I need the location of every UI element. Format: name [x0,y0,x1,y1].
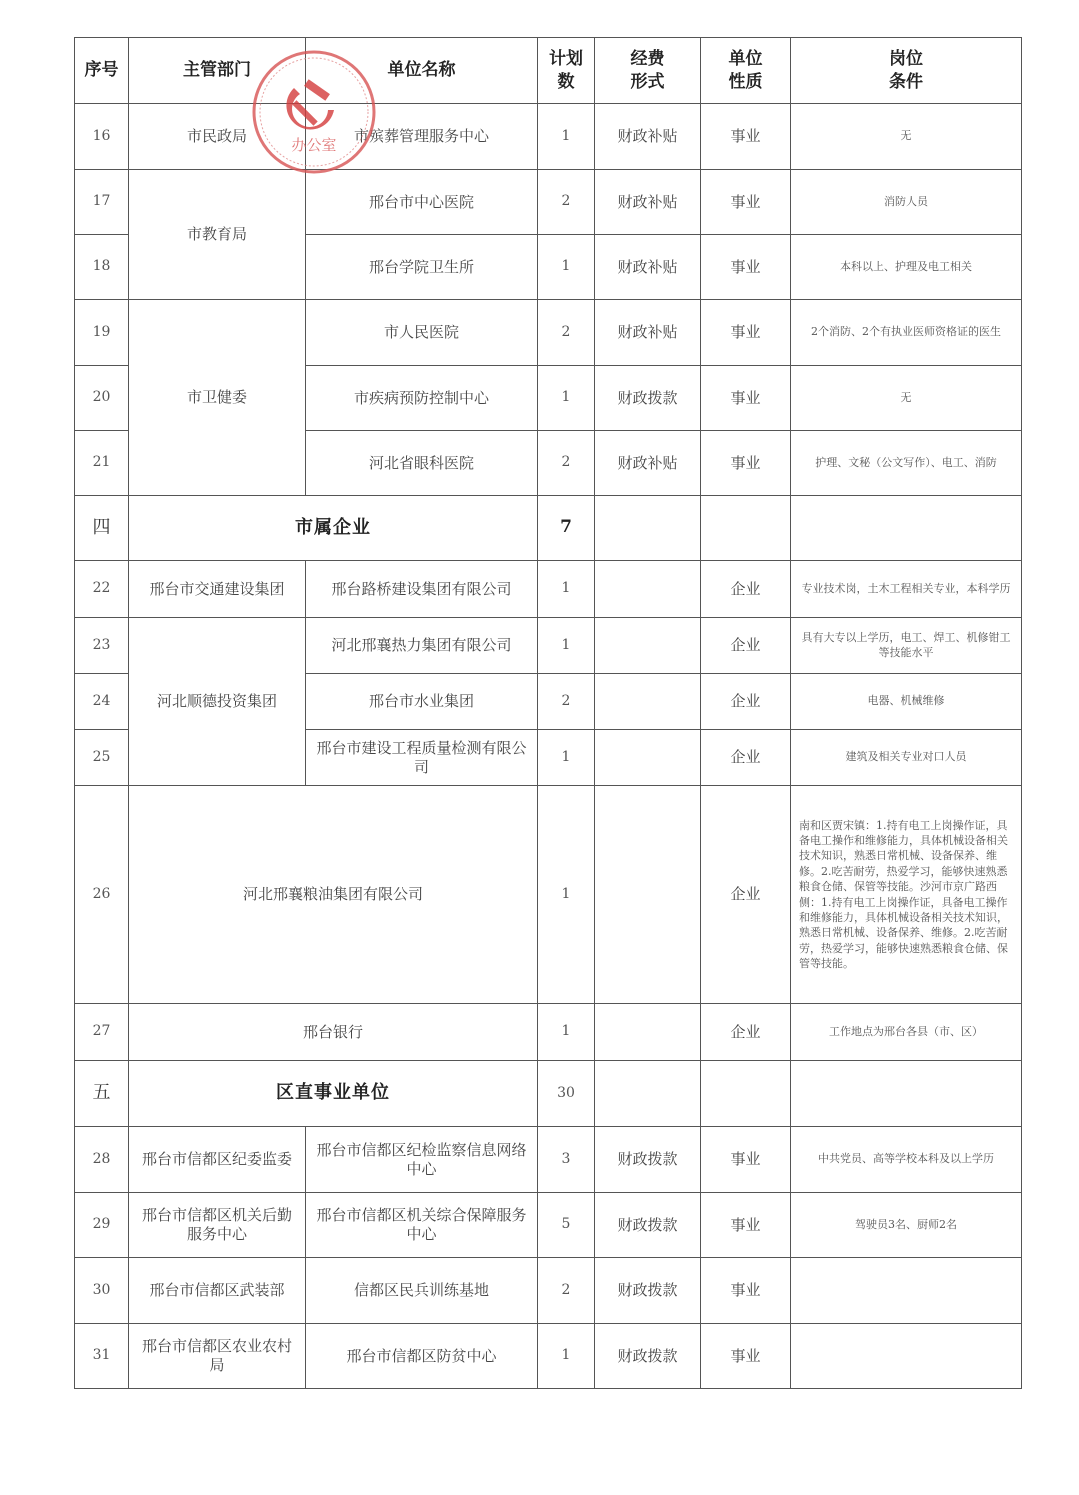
cell-dept: 市教育局 [129,170,306,300]
cell-dept: 市卫健委 [129,300,306,496]
cell-plan: 2 [538,1258,595,1324]
cell-nature: 事业 [701,1193,791,1258]
cell-seq: 26 [75,786,129,1004]
cell-cond: 无 [791,366,1022,431]
cell-plan: 1 [538,235,595,300]
cell-empty [791,1061,1022,1127]
cell-empty [701,496,791,561]
cell-nature: 事业 [701,1258,791,1324]
cell-nature: 事业 [701,170,791,235]
cell-seq: 23 [75,618,129,674]
cell-unit: 邢台学院卫生所 [306,235,538,300]
cell-nature: 企业 [701,618,791,674]
cell-plan: 2 [538,300,595,366]
cell-funding: 财政补贴 [595,431,701,496]
cell-unit: 市疾病预防控制中心 [306,366,538,431]
cell-funding [595,786,701,1004]
table-row [75,618,1022,674]
cell-dept: 河北顺德投资集团 [129,618,306,786]
cell-cond: 电器、机械维修 [791,674,1022,730]
table-row [75,1004,1022,1061]
cell-unit: 市殡葬管理服务中心 [306,104,538,170]
cell-unit: 邢台市信都区纪检监察信息网络中心 [306,1127,538,1193]
cell-dept: 邢台市信都区机关后勤服务中心 [129,1193,306,1258]
table-header-row [75,38,1022,104]
cell-unit: 市人民医院 [306,300,538,366]
cell-plan: 2 [538,674,595,730]
cell-nature: 事业 [701,300,791,366]
cell-plan: 1 [538,1324,595,1389]
table-row [75,561,1022,618]
cell-nature: 事业 [701,366,791,431]
cell-seq: 20 [75,366,129,431]
cell-unit: 邢台市信都区防贫中心 [306,1324,538,1389]
header-seq: 序号 [75,38,129,104]
cell-funding: 财政补贴 [595,104,701,170]
cell-plan: 1 [538,618,595,674]
cell-funding: 财政补贴 [595,170,701,235]
cell-seq: 31 [75,1324,129,1389]
cell-cond: 建筑及相关专业对口人员 [791,730,1022,786]
cell-unit: 邢台市水业集团 [306,674,538,730]
cell-unit: 邢台市建设工程质量检测有限公司 [306,730,538,786]
cell-plan: 1 [538,786,595,1004]
cell-funding: 财政拨款 [595,1127,701,1193]
cell-unit: 邢台市中心医院 [306,170,538,235]
header-cond: 岗位 条件 [791,38,1022,104]
cell-seq: 21 [75,431,129,496]
cell-nature: 企业 [701,1004,791,1061]
header-unit: 单位名称 [306,38,538,104]
cell-cond: 消防人员 [791,170,1022,235]
cell-funding: 财政拨款 [595,1258,701,1324]
cell-seq: 19 [75,300,129,366]
cell-cond: 驾驶员3名、厨师2名 [791,1193,1022,1258]
cell-seq: 17 [75,170,129,235]
cell-seq: 25 [75,730,129,786]
cell-plan: 2 [538,170,595,235]
cell-unit: 河北邢襄热力集团有限公司 [306,618,538,674]
cell-dept: 市民政局 [129,104,306,170]
cell-cond: 2个消防、2个有执业医师资格证的医生 [791,300,1022,366]
cell-funding: 财政拨款 [595,1193,701,1258]
header-nature: 单位 性质 [701,38,791,104]
cell-plan: 1 [538,104,595,170]
cell-unit: 邢台市信都区机关综合保障服务中心 [306,1193,538,1258]
cell-dept: 邢台市信都区农业农村局 [129,1324,306,1389]
cell-nature: 企业 [701,730,791,786]
cell-seq: 30 [75,1258,129,1324]
cell-funding: 财政补贴 [595,235,701,300]
table-row [75,170,1022,235]
header-plan: 计划 数 [538,38,595,104]
cell-cond: 中共党员、高等学校本科及以上学历 [791,1127,1022,1193]
cell-nature: 企业 [701,561,791,618]
cell-unit: 邢台银行 [129,1004,538,1061]
section-plan: 30 [538,1061,595,1127]
cell-funding [595,1004,701,1061]
cell-cond: 护理、文秘（公文写作）、电工、消防 [791,431,1022,496]
cell-funding [595,561,701,618]
document-page [74,37,1022,1389]
cell-cond: 南和区贾宋镇：1.持有电工上岗操作证，具备电工操作和维修能力，具体机械设备相关技术知识，熟悉日常机械、设备保养、维修。2.吃苦耐劳，热爱学习，能够快速熟悉粮食仓储、保管等技能。沙河市京广路西侧：1.持有电工上岗操作证，具备电工操作和维修能力，具体机械设备相关技术知识，熟悉日常机械、设备保养、维修。2.吃苦耐劳，热爱学习，能够快速熟悉粮食仓储、保管等技能。 [791,786,1022,1004]
cell-funding: 财政拨款 [595,1324,701,1389]
cell-seq: 29 [75,1193,129,1258]
table-row [75,1127,1022,1193]
cell-plan: 3 [538,1127,595,1193]
cell-seq: 24 [75,674,129,730]
cell-cond: 具有大专以上学历，电工、焊工、机修钳工等技能水平 [791,618,1022,674]
cell-cond: 无 [791,104,1022,170]
cell-unit: 河北省眼科医院 [306,431,538,496]
cell-cond: 本科以上、护理及电工相关 [791,235,1022,300]
cell-cond: 工作地点为邢台各县（市、区） [791,1004,1022,1061]
cell-nature: 事业 [701,1127,791,1193]
cell-seq: 28 [75,1127,129,1193]
cell-nature: 事业 [701,431,791,496]
cell-cond [791,1258,1022,1324]
cell-empty [595,496,701,561]
cell-nature: 事业 [701,235,791,300]
cell-empty [791,496,1022,561]
cell-funding [595,618,701,674]
section-title: 市属企业 [129,496,538,561]
section-plan: 7 [538,496,595,561]
section-number: 五 [75,1061,129,1127]
table-row [75,300,1022,366]
cell-dept: 邢台市信都区武装部 [129,1258,306,1324]
section-row [75,496,1022,561]
cell-funding [595,730,701,786]
cell-plan: 2 [538,431,595,496]
cell-funding: 财政拨款 [595,366,701,431]
table-row [75,1258,1022,1324]
cell-unit: 邢台路桥建设集团有限公司 [306,561,538,618]
cell-plan: 5 [538,1193,595,1258]
cell-nature: 企业 [701,786,791,1004]
cell-unit: 信都区民兵训练基地 [306,1258,538,1324]
table-row [75,1324,1022,1389]
cell-plan: 1 [538,561,595,618]
section-title: 区直事业单位 [129,1061,538,1127]
cell-empty [701,1061,791,1127]
cell-funding: 财政补贴 [595,300,701,366]
cell-dept: 邢台市交通建设集团 [129,561,306,618]
cell-seq: 27 [75,1004,129,1061]
cell-seq: 16 [75,104,129,170]
cell-seq: 22 [75,561,129,618]
cell-plan: 1 [538,730,595,786]
header-funding: 经费 形式 [595,38,701,104]
cell-funding [595,674,701,730]
header-dept: 主管部门 [129,38,306,104]
recruitment-table [74,37,1022,1389]
cell-seq: 18 [75,235,129,300]
cell-plan: 1 [538,1004,595,1061]
cell-nature: 事业 [701,1324,791,1389]
cell-unit: 河北邢襄粮油集团有限公司 [129,786,538,1004]
cell-empty [595,1061,701,1127]
cell-nature: 事业 [701,104,791,170]
cell-nature: 企业 [701,674,791,730]
cell-plan: 1 [538,366,595,431]
table-row [75,1193,1022,1258]
table-row [75,786,1022,1004]
cell-cond [791,1324,1022,1389]
seal-label: 办公室 [291,136,337,154]
table-row [75,104,1022,170]
section-row [75,1061,1022,1127]
cell-dept: 邢台市信都区纪委监委 [129,1127,306,1193]
cell-cond: 专业技术岗，土木工程相关专业，本科学历 [791,561,1022,618]
section-number: 四 [75,496,129,561]
